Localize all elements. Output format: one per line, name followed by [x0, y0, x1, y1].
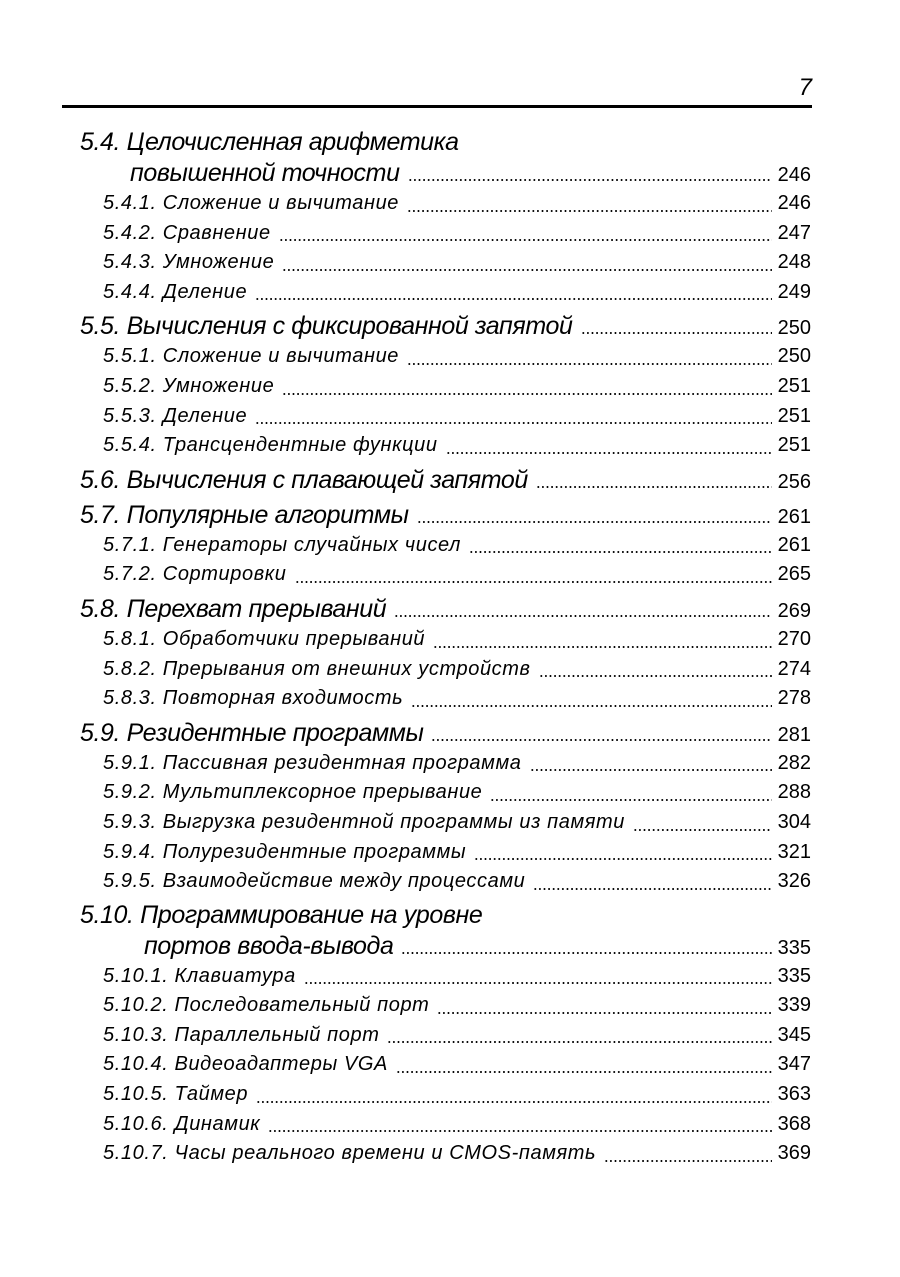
dot-leader: [396, 1071, 772, 1073]
toc-entry-title: 5.4.2. Сравнение: [103, 221, 271, 244]
toc-entry-title: 5.10.1. Клавиатура: [103, 964, 296, 987]
dot-leader: [581, 332, 772, 334]
toc-entry-page: 345: [777, 1023, 811, 1046]
dot-leader: [304, 982, 772, 984]
toc-entry-page: 248: [777, 251, 811, 274]
dot-leader: [256, 1101, 772, 1103]
toc-subsection-entry[interactable]: [80, 560, 811, 590]
toc-entry-page: 274: [777, 657, 811, 680]
page-number: 7: [798, 74, 812, 101]
toc-entry-title: 5.5.3. Деление: [103, 404, 248, 427]
dot-leader: [268, 1130, 771, 1132]
toc-entry-title: 5.10. Программирование на уровне: [80, 900, 483, 929]
toc-section-entry[interactable]: [80, 499, 811, 531]
dot-leader: [490, 799, 771, 801]
toc-entry-title: 5.5. Вычисления с фиксированной запятой: [80, 312, 573, 341]
toc-subsection-entry[interactable]: [80, 625, 811, 655]
toc-subsection-entry[interactable]: [80, 778, 811, 808]
toc-section-entry[interactable]: [80, 127, 811, 189]
toc-subsection-entry[interactable]: [80, 342, 811, 372]
dot-leader: [446, 452, 772, 454]
dot-leader: [433, 646, 771, 648]
dot-leader: [536, 486, 772, 488]
dot-leader: [401, 952, 771, 954]
toc-entry-page: 339: [777, 994, 811, 1017]
dot-leader: [530, 769, 772, 771]
dot-leader: [282, 393, 771, 395]
toc-subsection-entry[interactable]: [80, 684, 811, 714]
toc-entry-title: 5.8.2. Прерывания от внешних устройств: [103, 657, 531, 680]
dot-leader: [437, 1012, 771, 1014]
toc-entry-page: 281: [777, 723, 811, 746]
dot-leader: [474, 858, 771, 860]
toc-entry-title: 5.7.1. Генераторы случайных чисел: [103, 533, 461, 556]
toc-entry-page: 249: [777, 280, 811, 303]
toc-entry-page: 261: [777, 533, 811, 556]
toc-subsection-entry[interactable]: [80, 402, 811, 432]
toc-entry-page: 269: [777, 599, 811, 622]
toc-entry-title: 5.10.4. Видеоадаптеры VGA: [103, 1053, 388, 1076]
toc-entry-title: 5.5.4. Трансцендентные функции: [103, 434, 438, 457]
toc-entry-title: 5.4.3. Умножение: [103, 251, 275, 274]
toc-subsection-entry[interactable]: [80, 1139, 811, 1169]
dot-leader: [417, 521, 772, 523]
toc-section-entry[interactable]: [80, 900, 811, 962]
toc-entry-page: 251: [777, 374, 811, 397]
toc-entry-page: 261: [777, 505, 811, 528]
toc-subsection-entry[interactable]: [80, 531, 811, 561]
table-of-contents: [80, 124, 811, 1169]
toc-entry-title: повышенной точности: [130, 159, 400, 187]
toc-entry-title: 5.5.1. Сложение и вычитание: [103, 345, 400, 368]
toc-subsection-entry[interactable]: [80, 808, 811, 838]
toc-entry-page: 335: [777, 936, 811, 959]
toc-subsection-entry[interactable]: [80, 1080, 811, 1110]
dot-leader: [533, 888, 771, 890]
toc-entry-title: 5.8. Перехват прерываний: [80, 594, 387, 623]
toc-entry-page: 326: [777, 870, 811, 893]
dot-leader: [387, 1041, 771, 1043]
toc-entry-page: 251: [777, 434, 811, 457]
toc-subsection-entry[interactable]: [80, 248, 811, 278]
dot-leader: [408, 179, 772, 181]
toc-entry-page: 246: [777, 192, 811, 214]
toc-entry-page: 250: [777, 317, 811, 340]
toc-section-entry[interactable]: [80, 310, 811, 342]
toc-entry-title: 5.9.5. Взаимодействие между процессами: [103, 870, 526, 893]
toc-entry-page: 256: [777, 470, 811, 493]
toc-section-entry[interactable]: [80, 464, 811, 496]
dot-leader: [411, 705, 771, 707]
dot-leader: [633, 829, 772, 831]
toc-entry-title: 5.10.2. Последовательный порт: [103, 994, 430, 1017]
toc-entry-title: 5.7. Популярные алгоритмы: [80, 500, 409, 529]
header-rule: [62, 105, 812, 108]
toc-subsection-entry[interactable]: [80, 991, 811, 1021]
toc-entry-title: 5.7.2. Сортировки: [103, 563, 287, 586]
toc-entry-page: 250: [777, 345, 811, 368]
dot-leader: [539, 675, 772, 677]
toc-subsection-entry[interactable]: [80, 838, 811, 868]
dot-leader: [407, 363, 772, 365]
toc-entry-title: 5.4.4. Деление: [103, 280, 248, 303]
toc-entry-page: 278: [777, 687, 811, 710]
toc-entry-title: 5.9.3. Выгрузка резидентной программы из памяти: [103, 810, 626, 833]
dot-leader: [394, 615, 771, 617]
toc-section-entry[interactable]: [80, 717, 811, 749]
dot-leader: [279, 239, 772, 241]
toc-entry-page: 270: [777, 627, 811, 650]
toc-entry-page: 265: [777, 563, 811, 586]
toc-subsection-entry[interactable]: [80, 1110, 811, 1140]
dot-leader: [469, 551, 772, 553]
toc-entry-page: 251: [777, 404, 811, 427]
toc-entry-title: 5.8.3. Повторная входимость: [103, 687, 404, 710]
toc-entry-title: 5.8.1. Обработчики прерываний: [103, 627, 426, 650]
dot-leader: [255, 298, 771, 300]
toc-entry-title: 5.9.2. Мультиплексорное прерывание: [103, 781, 483, 804]
toc-entry-title: 5.6. Вычисления с плавающей запятой: [80, 465, 528, 494]
toc-subsection-entry[interactable]: [80, 655, 811, 685]
toc-entry-title: 5.10.7. Часы реального времени и CMOS-память: [103, 1142, 597, 1165]
toc-subsection-entry[interactable]: [80, 431, 811, 461]
toc-entry-title: 5.10.6. Динамик: [103, 1112, 261, 1135]
toc-entry-page: 335: [777, 964, 811, 987]
toc-subsection-entry[interactable]: [80, 372, 811, 402]
dot-leader: [255, 422, 771, 424]
toc-entry-page: 304: [777, 810, 811, 833]
toc-entry-title: 5.9.1. Пассивная резидентная программа: [103, 751, 522, 774]
toc-entry-page: 246: [777, 164, 811, 186]
toc-subsection-entry[interactable]: [80, 749, 811, 779]
toc-entry-page: 347: [777, 1053, 811, 1076]
toc-entry-title: 5.9.4. Полурезидентные программы: [103, 840, 467, 863]
toc-entry-page: 369: [777, 1142, 811, 1165]
toc-subsection-entry[interactable]: [80, 278, 811, 308]
toc-entry-title: 5.4.1. Сложение и вычитание: [103, 192, 400, 214]
toc-subsection-entry[interactable]: [80, 962, 811, 992]
dot-leader: [282, 269, 771, 271]
toc-entry-page: 321: [777, 840, 811, 863]
toc-subsection-entry[interactable]: [80, 867, 811, 897]
toc-entry-title: 5.4. Целочисленная арифметика: [80, 128, 459, 156]
toc-subsection-entry[interactable]: [80, 219, 811, 249]
dot-leader: [431, 739, 771, 741]
toc-entry-page: 363: [777, 1083, 811, 1106]
toc-entry-title: 5.9. Резидентные программы: [80, 718, 424, 747]
toc-entry-page: 368: [777, 1112, 811, 1135]
toc-subsection-entry[interactable]: [80, 1050, 811, 1080]
toc-entry-title: портов ввода-вывода: [144, 931, 394, 960]
toc-entry-page: 247: [777, 221, 811, 244]
toc-subsection-entry[interactable]: [80, 189, 811, 219]
toc-entry-title: 5.10.5. Таймер: [103, 1083, 249, 1106]
toc-entry-page: 288: [777, 781, 811, 804]
toc-subsection-entry[interactable]: [80, 1021, 811, 1051]
toc-entry-title: 5.5.2. Умножение: [103, 374, 275, 397]
dot-leader: [604, 1160, 771, 1162]
dot-leader: [407, 210, 772, 212]
dot-leader: [295, 581, 772, 583]
toc-section-entry[interactable]: [80, 593, 811, 625]
toc-entry-title: 5.10.3. Параллельный порт: [103, 1023, 380, 1046]
toc-entry-page: 282: [777, 751, 811, 774]
